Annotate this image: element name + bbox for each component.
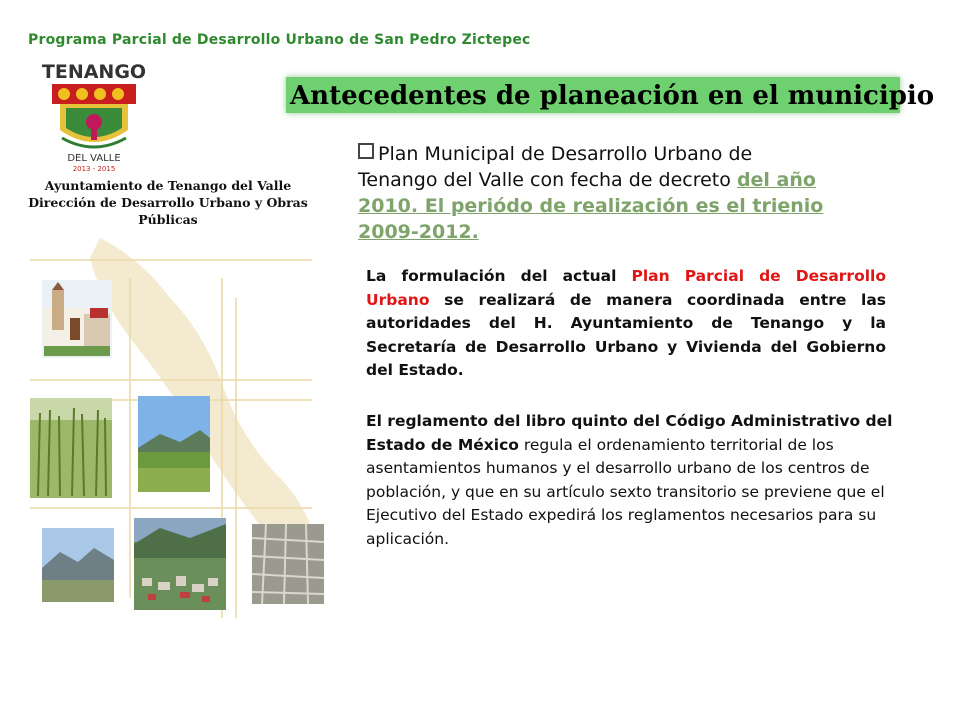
town-photo [134, 518, 226, 610]
crest-subname: DEL VALLE [67, 153, 121, 164]
para1-part1: La formulación del actual [366, 267, 632, 285]
crest-name: TENANGO [41, 61, 147, 83]
organization-block [18, 177, 318, 228]
regulation-paragraph [366, 410, 911, 551]
plan-statement [358, 141, 828, 245]
plan-text: Plan Municipal de Desarrollo Urbano de Tenango del Valle con fecha de decreto [358, 143, 753, 191]
para2-rest: regula el ordenamiento territorial de los asentamientos humanos y el desarrollo urbano de los centros de población, y que en su artículo sexto transitorio se previene que el Ejecutivo del Estado expedirá los reglamentos necesarios para su aplicación. [366, 435, 885, 548]
checkbox-bullet-icon [358, 143, 374, 159]
municipal-crest-logo [40, 58, 148, 178]
org-line-2: Dirección de Desarrollo Urbano y Obras [28, 195, 308, 210]
org-line-3: Públicas [138, 212, 198, 227]
formulation-paragraph [366, 265, 886, 383]
org-line-1: Ayuntamiento de Tenango del Valle [44, 178, 292, 193]
plan-decree-link[interactable]: del año 2010. El periódo de realización es el trienio 2009-2012. [358, 169, 824, 243]
mountain-landscape-photo [42, 528, 114, 602]
crest-years: 2013 - 2015 [72, 165, 116, 173]
para1-highlight: Plan Parcial de Desarrollo Urbano [366, 267, 886, 309]
photo-collage [30, 238, 330, 638]
para1-part2: se realizará de manera coordinada entre las autoridades del H. Ayuntamiento de Tenango y la Secretaría de Desarrollo Urbano y Vivienda del Gobierno del Estado. [366, 290, 886, 379]
para2-bold: El reglamento del libro quinto del Código Administrativo del Estado de México [366, 412, 893, 454]
aerial-town-photo [252, 524, 324, 604]
section-title: Antecedentes de planeación en el municipio [290, 81, 935, 111]
program-title: Programa Parcial de Desarrollo Urbano de San Pedro Zictepec [28, 32, 531, 48]
field-mountain-photo [138, 396, 210, 492]
cornfield-photo [30, 398, 112, 498]
church-photo [42, 280, 112, 358]
